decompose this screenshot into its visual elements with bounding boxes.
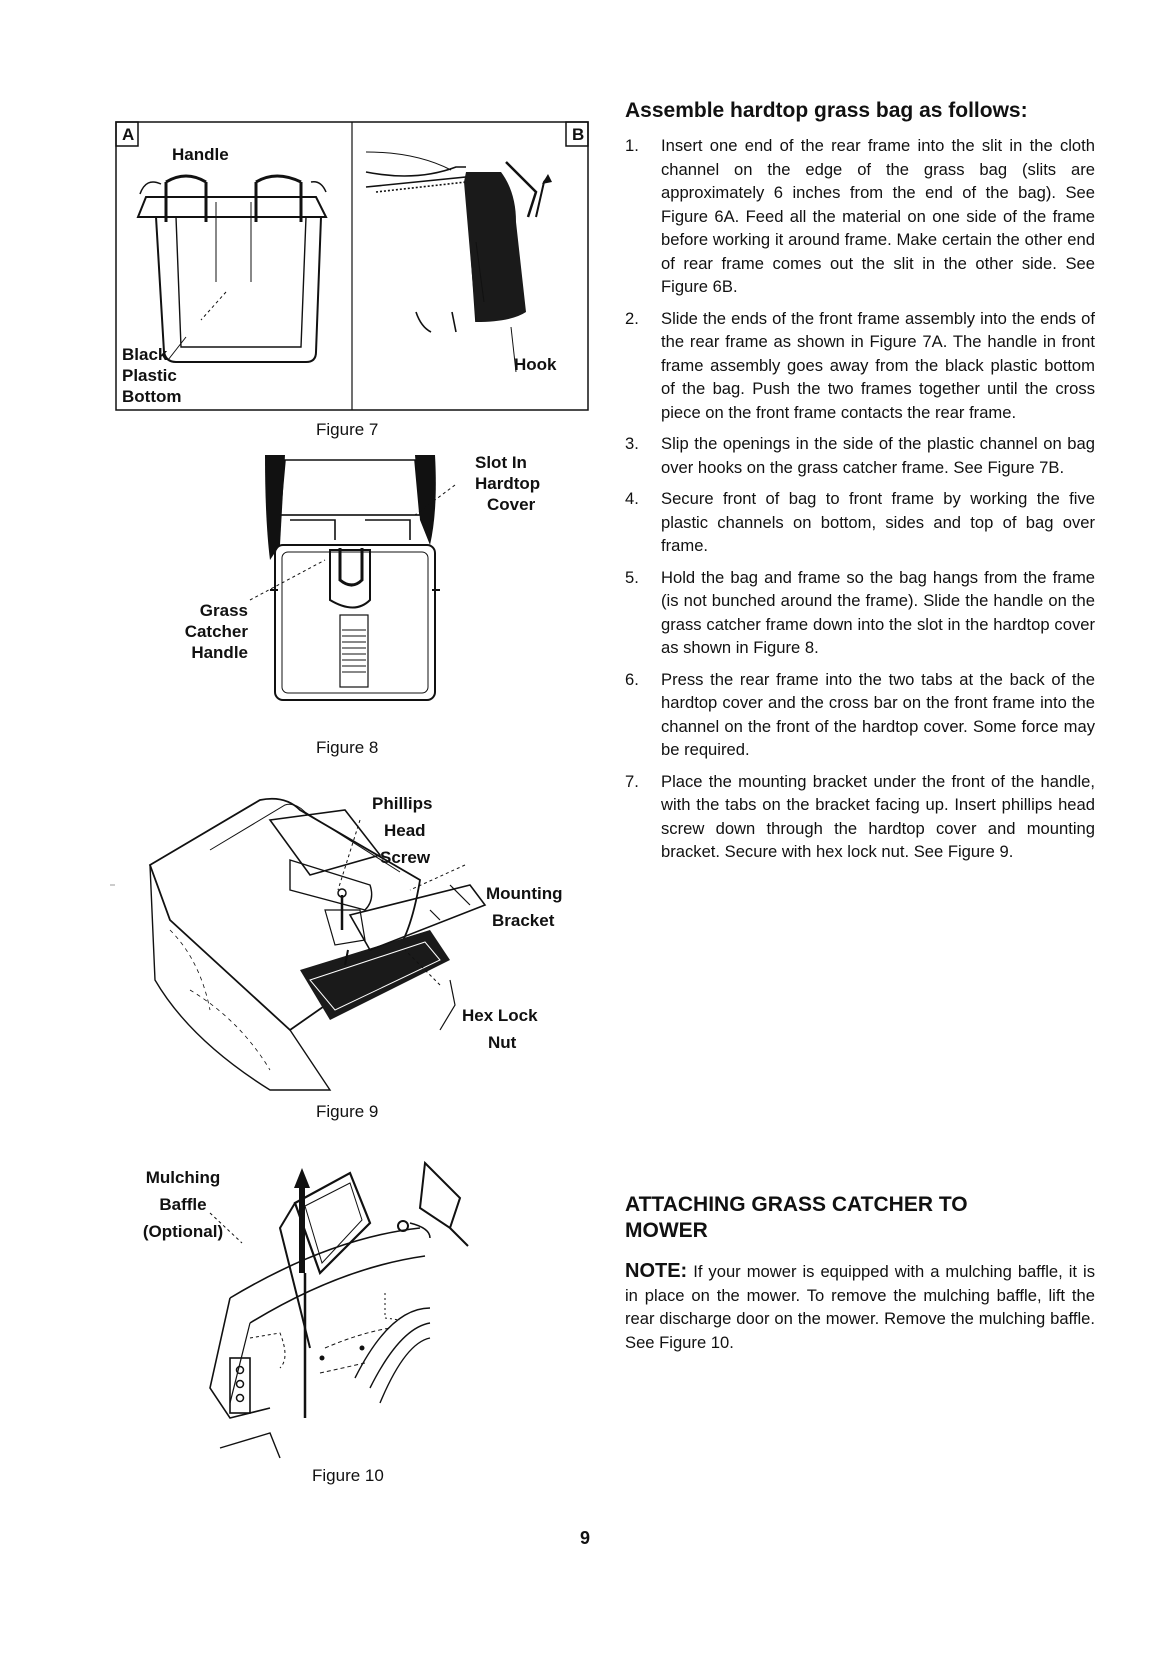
label-black: Black	[122, 345, 168, 364]
step-item: 1. Insert one end of the rear frame into the slit in the cloth channel on the edge of the grass bag (slits are approximately 6 inches from the end of the bag). See Figure 6A. Feed all the material on one side of the frame before working it around frame. Make certain the other end of rear frame comes out the slit in the other side. See Figure 6B.	[625, 136, 1095, 296]
label-mulching: Mulching	[145, 1168, 221, 1187]
label-plastic: Plastic	[122, 366, 177, 385]
label-hardtop: Hardtop	[475, 474, 541, 493]
step-item: 3. Slip the openings in the side of the plastic channel on bag over hooks on the grass catcher frame. See Figure 7B.	[625, 434, 1095, 477]
label-baffle: Baffle	[159, 1195, 207, 1214]
note-paragraph	[625, 1260, 1095, 1354]
figure-7-panel-a-letter: A	[122, 125, 135, 144]
label-screw: Screw	[380, 848, 431, 867]
label-grass-catcher-handle	[178, 600, 248, 663]
assembly-steps	[625, 134, 1095, 864]
label-cover: Cover	[487, 495, 536, 514]
note-text: If your mower is equipped with a mulching baffle, it is in place on the mower. To remove the mulching baffle, lift the rear discharge door on the mower. Remove the mulching baffle. See Figure 10.	[625, 1262, 1095, 1352]
attaching-section	[625, 1192, 1095, 1354]
label-nut: Nut	[488, 1033, 517, 1052]
label-hex-lock: Hex Lock	[462, 1006, 538, 1025]
label-mounting-bracket	[486, 880, 562, 934]
step-item: 5. Hold the bag and frame so the bag hangs from the frame (is not bunched around the frame). Slide the handle on the grass catcher frame down into the slot in the hardtop cover as shown in Figure 8.	[625, 567, 1095, 657]
label-phillips: Phillips	[372, 794, 433, 813]
label-slot-in: Slot In	[475, 453, 527, 472]
label-optional: (Optional)	[142, 1222, 224, 1241]
label-phillips-head-screw	[372, 790, 432, 871]
label-catcher: Catcher	[184, 622, 248, 641]
note-label: NOTE:	[625, 1260, 688, 1282]
figure-10-caption: Figure 10	[312, 1466, 384, 1485]
figure-8	[170, 450, 590, 710]
step-item: 2. Slide the ends of the front frame assembly into the ends of the rear frame as shown in Figure 7A. The handle in front frame assembly goes away from the black plastic bottom of the bag. Push the two frames together until the cross piece on the front frame contacts the rear frame.	[625, 308, 1095, 422]
label-mulching-baffle	[128, 1164, 238, 1245]
figure-7	[116, 122, 590, 412]
label-handle: Handle	[172, 145, 229, 164]
figure-7-caption: Figure 7	[316, 420, 379, 439]
assembly-heading: Assemble hardtop grass bag as follows:	[625, 99, 1028, 122]
step-item: 4. Secure front of bag to front frame by working the five plastic channels on bottom, sides and top of bag over frame.	[625, 489, 1095, 555]
attaching-heading	[625, 1192, 1095, 1244]
figure-7-panel-b-letter: B	[572, 125, 585, 144]
assembly-section	[625, 98, 1095, 872]
step-item: 7. Place the mounting bracket under the front of the handle, with the tabs on the bracket facing up. Insert phillips head screw down through the hardtop cover and mounting bracket. Secure with hex lock nut. See Figure 9.	[625, 771, 1095, 861]
figure-9-caption: Figure 9	[316, 1102, 379, 1121]
page-number: 9	[580, 1528, 591, 1548]
label-hook: Hook	[514, 355, 557, 374]
label-handle-2: Handle	[191, 643, 248, 662]
step-item: 6. Press the rear frame into the two tabs at the back of the hardtop cover and the cross bar on the front frame into the channel on the front of the hardtop cover. Some force may be required.	[625, 669, 1095, 759]
label-bottom: Bottom	[122, 387, 182, 406]
label-head: Head	[384, 821, 426, 840]
figure-9	[110, 790, 590, 1090]
label-slot-in-hardtop-cover	[475, 452, 540, 515]
label-bracket: Bracket	[492, 911, 555, 930]
figure-8-caption: Figure 8	[316, 738, 379, 757]
label-mounting: Mounting	[486, 884, 563, 903]
label-grass: Grass	[199, 601, 248, 620]
label-black-plastic-bottom	[122, 344, 181, 407]
attaching-heading-line1: ATTACHING GRASS CATCHER TO	[625, 1193, 968, 1216]
attaching-heading-line2: MOWER	[625, 1219, 708, 1242]
label-hex-lock-nut	[462, 1002, 538, 1056]
